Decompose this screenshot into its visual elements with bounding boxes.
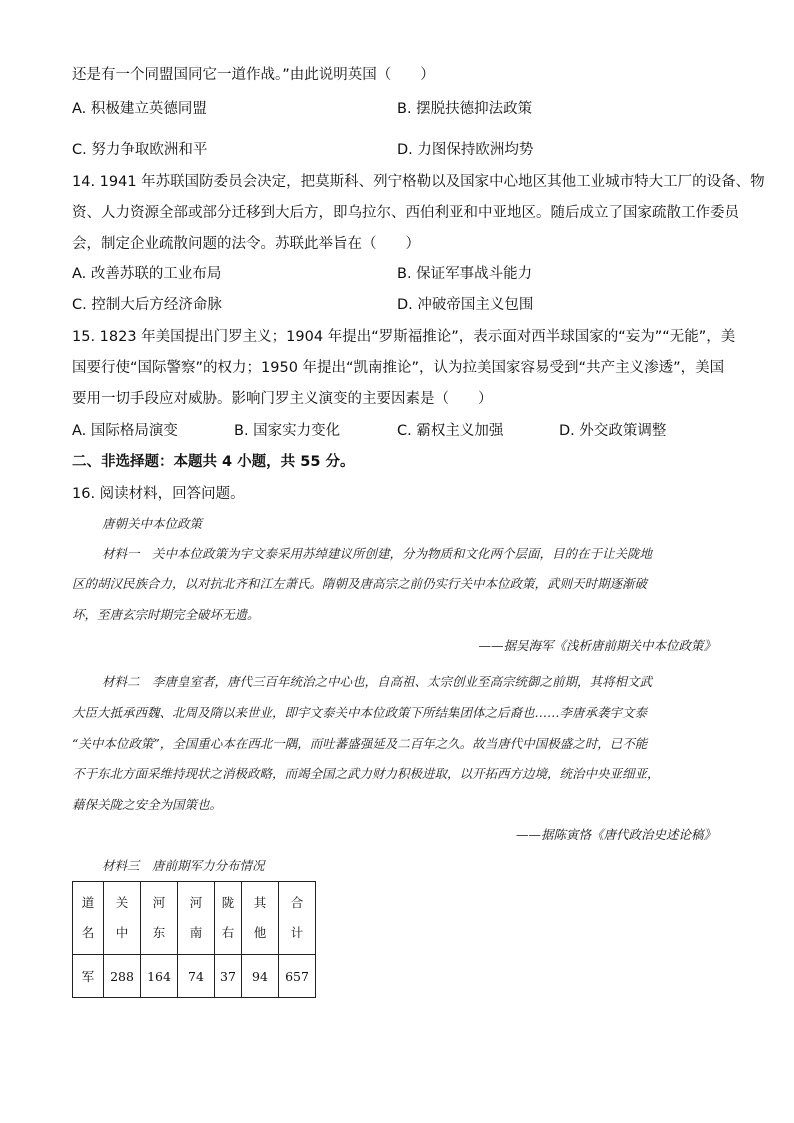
table-header-cell xyxy=(104,882,141,955)
table-cell: 288 xyxy=(104,955,141,998)
material-2-source: ——据陈寅恪《唐代政治史述论稿》 xyxy=(515,827,716,842)
table-cell: 164 xyxy=(141,955,178,998)
material-2-line-5: 藉保关陇之安全为国策也。 xyxy=(72,797,223,812)
q13-option-a[interactable]: A. 积极建立英德同盟 xyxy=(72,101,207,117)
q15-option-c[interactable]: C. 霸权主义加强 xyxy=(397,423,504,439)
header-label: 河南 xyxy=(189,895,203,940)
q14-option-d[interactable]: D. 冲破帝国主义包围 xyxy=(397,297,534,313)
header-label: 道名 xyxy=(81,895,95,940)
section-heading: 二、非选择题：本题共 4 小题，共 55 分。 xyxy=(72,454,355,470)
q16-stem: 16. 阅读材料，回答问题。 xyxy=(72,486,245,502)
material-1-line-2: 区的胡汉民族合力，以对抗北齐和江左萧氏。隋朝及唐高宗之前仍实行关中本位政策，武则天时期逐渐破 xyxy=(72,576,648,591)
q14-option-c[interactable]: C. 控制大后方经济命脉 xyxy=(72,297,222,313)
table-header-cell xyxy=(242,882,279,955)
header-label: 河东 xyxy=(152,895,166,940)
table-cell: 657 xyxy=(279,955,316,998)
header-label: 其他 xyxy=(253,895,267,940)
q13-option-c[interactable]: C. 努力争取欧洲和平 xyxy=(72,142,208,158)
table-header-cell xyxy=(73,882,104,955)
table-header-cell xyxy=(279,882,316,955)
table-header-cell xyxy=(141,882,178,955)
material-2-line-1: 材料二 李唐皇室者，唐代三百年统治之中心也，自高祖、太宗创业至高宗统御之前期，其将相文武 xyxy=(102,674,653,689)
q14-stem-line-3: 会，制定企业疏散问题的法令。苏联此举旨在（ ） xyxy=(72,236,420,252)
q15-option-b[interactable]: B. 国家实力变化 xyxy=(234,423,341,439)
q14-stem-line-1: 14. 1941 年苏联国防委员会决定，把莫斯科、列宁格勒以及国家中心地区其他工业城市特大工厂的设备、物 xyxy=(72,174,765,190)
army-distribution-table xyxy=(72,881,316,998)
table-row xyxy=(73,955,316,998)
material-title: 唐朝关中本位政策 xyxy=(102,516,203,531)
table-header-row xyxy=(73,882,316,955)
table-cell: 74 xyxy=(178,955,215,998)
table-cell: 37 xyxy=(215,955,242,998)
q14-option-a[interactable]: A. 改善苏联的工业布局 xyxy=(72,266,222,282)
q13-option-b[interactable]: B. 摆脱扶德抑法政策 xyxy=(397,101,533,117)
table-cell: 军 xyxy=(73,955,104,998)
material-1-source: ——据吴海军《浅析唐前期关中本位政策》 xyxy=(478,638,716,653)
q14-stem-line-2: 资、人力资源全部或部分迁移到大后方，即乌拉尔、西伯利亚和中亚地区。随后成立了国家疏散工作委员 xyxy=(72,205,739,221)
header-label: 关中 xyxy=(115,895,129,940)
q14-option-b[interactable]: B. 保证军事战斗能力 xyxy=(397,266,533,282)
header-label: 陇右 xyxy=(221,895,235,940)
q15-option-d[interactable]: D. 外交政策调整 xyxy=(559,423,667,439)
table-cell: 94 xyxy=(242,955,279,998)
header-label: 合计 xyxy=(290,895,304,940)
q15-stem-line-1: 15. 1823 年美国提出门罗主义；1904 年提出“罗斯福推论”，表示面对西半球国家的“妄为”“无能”，美 xyxy=(72,329,736,345)
table-header-cell xyxy=(215,882,242,955)
material-1-line-3: 坏，至唐玄宗时期完全破坏无遗。 xyxy=(72,607,260,622)
material-2-line-2: 大臣大抵承西魏、北周及隋以来世业，即宇文泰关中本位政策下所结集团体之后裔也……李唐承袭宇文泰 xyxy=(72,705,648,720)
table-header-cell xyxy=(178,882,215,955)
material-2-line-3: “关中本位政策”，全国重心本在西北一隅，而吐蕃盛强延及二百年之久。故当唐代中国极盛之时，已不能 xyxy=(72,736,648,751)
material-2-line-4: 不于东北方面采维持现状之消极政略，而竭全国之武力财力积极进取，以开拓西方边境，统治中央亚细亚， xyxy=(72,766,660,781)
q13-stem-line: 还是有一个同盟国同它一道作战。”由此说明英国（ ） xyxy=(72,67,435,83)
q15-stem-line-2: 国要行使“国际警察”的权力；1950 年提出“凯南推论”，认为拉美国家容易受到“共产主义渗透”，美国 xyxy=(72,360,725,376)
material-3-caption: 材料三 唐前期军力分布情况 xyxy=(102,858,265,873)
q15-stem-line-3: 要用一切手段应对威胁。影响门罗主义演变的主要因素是（ ） xyxy=(72,391,493,407)
q15-option-a[interactable]: A. 国际格局演变 xyxy=(72,423,178,439)
material-1-line-1: 材料一 关中本位政策为宇文泰采用苏绰建议所创建，分为物质和文化两个层面，目的在于让关陇地 xyxy=(102,546,653,561)
q13-option-d[interactable]: D. 力图保持欧洲均势 xyxy=(397,142,534,158)
